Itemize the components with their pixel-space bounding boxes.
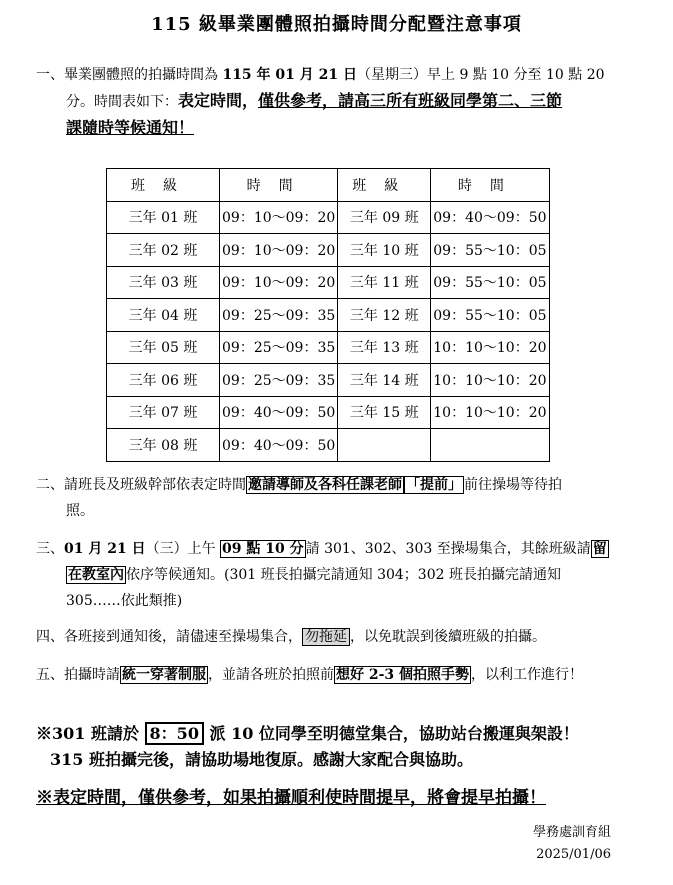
section-5-number: 五、 <box>36 667 64 683</box>
section-4-shaded-no-delay: 勿拖延 <box>302 628 350 646</box>
class-cell: 三年 03 班 <box>107 266 220 299</box>
time-cell: 09：25～09：35 <box>220 364 338 397</box>
time-cell: 09：40～09：50 <box>220 429 338 462</box>
section-2-boxed-invite: 邀請導師及各科任課老師 <box>248 477 402 493</box>
class-cell: 三年 02 班 <box>107 234 220 267</box>
table-row <box>107 396 550 429</box>
section-4 <box>36 624 646 650</box>
time-cell: 09：25～09：35 <box>220 299 338 332</box>
time-cell: 09：55～10：05 <box>431 266 549 299</box>
section-3-text: （三）上午 <box>145 541 221 557</box>
section-5 <box>36 662 646 688</box>
section-1-text-c: 分。時間表如下： <box>66 94 178 110</box>
section-2-text-c: 照。 <box>66 503 94 519</box>
section-3-text-c: 依序等候通知。(301 班長拍攝完請通知 304；302 班長拍攝完請通知 <box>126 567 561 583</box>
class-cell: 三年 12 班 <box>338 299 431 332</box>
section-2-text: 請班長及班級幹部依表定時間 <box>64 477 246 493</box>
header-class: 班級 <box>107 169 220 202</box>
class-cell: 三年 08 班 <box>107 429 220 462</box>
section-1-text-b: （星期三）早上 9 點 10 分至 10 點 20 <box>357 67 605 83</box>
section-3-number: 三、 <box>36 541 64 557</box>
section-4-text-b: ，以免耽誤到後續班級的拍攝。 <box>350 629 546 645</box>
section-2-text-b: 前往操場等待拍 <box>464 477 562 493</box>
section-1-emphasis: 表定時間， <box>178 91 259 110</box>
section-1-underlined-2: 課隨時等候通知！ <box>66 118 195 137</box>
class-cell: 三年 06 班 <box>107 364 220 397</box>
section-1 <box>36 62 646 142</box>
table-row <box>107 429 550 462</box>
class-cell: 三年 09 班 <box>338 201 431 234</box>
section-3-boxed-classroom: 在教室內 <box>68 567 124 583</box>
header-time-2: 時間 <box>431 169 549 202</box>
section-3-boxed-stay: 留 <box>592 541 607 557</box>
time-cell: 09：55～10：05 <box>431 234 549 267</box>
section-4-text: 各班接到通知後，請儘速至操場集合， <box>64 629 302 645</box>
time-cell: 09：40～09：50 <box>431 201 549 234</box>
time-cell <box>431 429 549 462</box>
table-header-row <box>107 169 550 202</box>
table-row <box>107 234 550 267</box>
section-3-boxed-time: 09 點 10 分 <box>222 541 304 557</box>
section-2 <box>36 472 646 524</box>
header-time: 時間 <box>220 169 338 202</box>
section-5-text-b: ，並請各班於拍照前 <box>208 667 334 683</box>
schedule-table <box>106 168 550 462</box>
note-schedule-disclaimer: ※表定時間，僅供參考，如果拍攝順利使時間提早，將會提早拍攝！ <box>36 788 546 808</box>
time-cell: 09：10～09：20 <box>220 234 338 267</box>
class-cell: 三年 10 班 <box>338 234 431 267</box>
class-cell: 三年 15 班 <box>338 396 431 429</box>
document-title: 115 級畢業團體照拍攝時間分配暨注意事項 <box>151 14 522 35</box>
section-2-boxed-early: 「提前」 <box>406 477 462 493</box>
signature-office: 學務處訓育組 <box>532 825 611 840</box>
section-4-number: 四、 <box>36 629 64 645</box>
section-5-boxed-uniform: 統一穿著制服 <box>122 667 206 683</box>
section-3-date: 01 月 21 日 <box>64 541 146 557</box>
class-cell: 三年 04 班 <box>107 299 220 332</box>
class-cell: 三年 11 班 <box>338 266 431 299</box>
header-class-2: 班級 <box>338 169 431 202</box>
class-cell: 三年 07 班 <box>107 396 220 429</box>
note-301 <box>36 722 656 746</box>
signature-date: 2025/01/06 <box>536 847 611 862</box>
table-row <box>107 201 550 234</box>
table-row <box>107 299 550 332</box>
note-315: 315 班拍攝完後，請協助場地復原。感謝大家配合與協助。 <box>50 750 473 769</box>
time-cell: 10：10～10：20 <box>431 364 549 397</box>
section-1-number: 一、 <box>36 67 64 83</box>
table-row <box>107 266 550 299</box>
class-cell: 三年 01 班 <box>107 201 220 234</box>
time-cell: 10：10～10：20 <box>431 396 549 429</box>
class-cell <box>338 429 431 462</box>
time-cell: 10：10～10：20 <box>431 331 549 364</box>
section-1-underlined: 僅供參考，請高三所有班級同學第二、三節 <box>258 91 563 110</box>
table-row <box>107 331 550 364</box>
section-3 <box>36 536 646 614</box>
section-5-text: 拍攝時請 <box>64 667 120 683</box>
section-2-number: 二、 <box>36 477 64 493</box>
note-301-text: ※301 班請於 <box>36 724 145 743</box>
section-5-text-c: ，以利工作進行！ <box>471 667 584 683</box>
time-cell: 09：10～09：20 <box>220 266 338 299</box>
class-cell: 三年 05 班 <box>107 331 220 364</box>
section-3-text-b: 請 301、302、303 至操場集合，其餘班級請 <box>305 541 591 557</box>
time-cell: 09：40～09：50 <box>220 396 338 429</box>
time-cell: 09：10～09：20 <box>220 201 338 234</box>
note-301-boxed-time: 8：50 <box>145 722 204 745</box>
class-cell: 三年 13 班 <box>338 331 431 364</box>
section-5-boxed-gestures: 想好 2-3 個拍照手勢 <box>336 667 470 683</box>
time-cell: 09：25～09：35 <box>220 331 338 364</box>
table-row <box>107 364 550 397</box>
class-cell: 三年 14 班 <box>338 364 431 397</box>
section-1-date: 115 年 01 月 21 日 <box>222 67 358 83</box>
section-1-text: 畢業團體照的拍攝時間為 <box>64 67 223 83</box>
note-301-text-b: 派 10 位同學至明德堂集合，協助站台搬運與架設！ <box>203 724 579 743</box>
section-3-text-d: 305……依此類推) <box>66 593 183 609</box>
time-cell: 09：55～10：05 <box>431 299 549 332</box>
